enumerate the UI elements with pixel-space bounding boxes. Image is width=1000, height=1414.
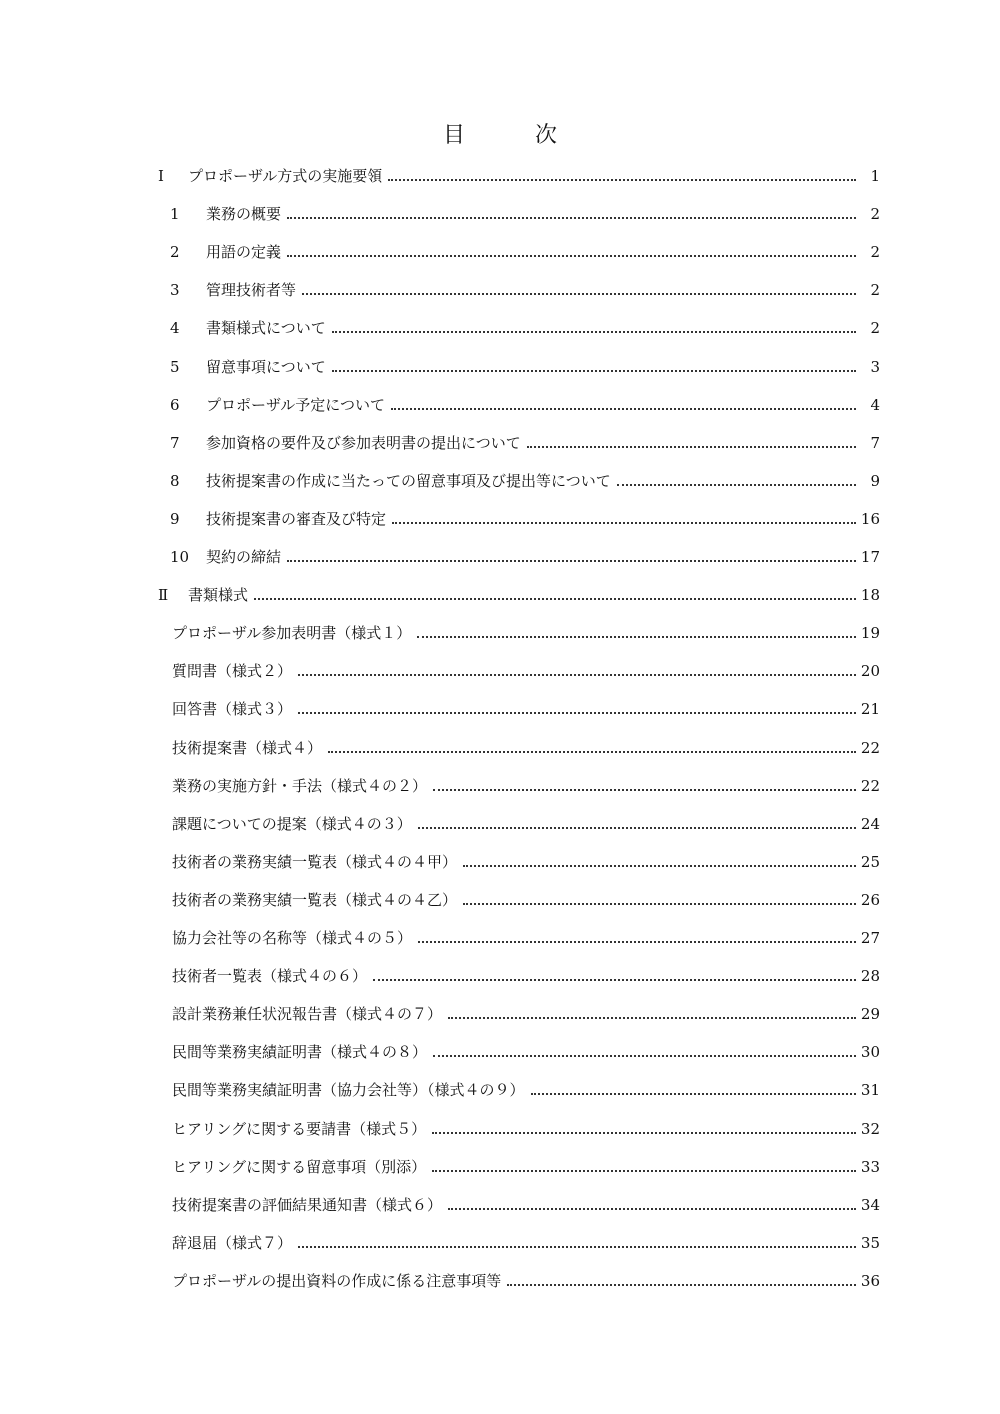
toc-page-number: 4 <box>870 396 880 414</box>
toc-row <box>0 619 880 643</box>
toc-page-number: 19 <box>860 624 880 642</box>
toc-row <box>0 1076 880 1100</box>
toc-page-number: 24 <box>860 815 880 833</box>
toc-number: 6 <box>170 396 180 414</box>
toc-entry-text: 協力会社等の名称等（様式４の５） <box>172 929 413 947</box>
toc-entry-text: プロポーザルの提出資料の作成に係る注意事項等 <box>172 1272 502 1290</box>
toc-row <box>0 772 880 796</box>
toc-leader-dots <box>527 446 856 448</box>
toc-page-number: 2 <box>870 205 880 223</box>
toc-entry-text: プロポーザル方式の実施要領 <box>188 167 383 185</box>
toc-leader-dots <box>298 674 856 676</box>
toc-page-number: 17 <box>860 548 880 566</box>
toc-row <box>0 1267 880 1291</box>
toc-row <box>0 543 880 567</box>
toc-leader-dots <box>392 522 856 524</box>
toc-row <box>0 657 880 681</box>
toc-entry-text: 参加資格の要件及び参加表明書の提出について <box>206 434 521 452</box>
toc-number: 9 <box>170 510 180 528</box>
toc-number: 1 <box>170 205 180 223</box>
toc-row <box>0 276 880 300</box>
toc-leader-dots <box>432 1170 856 1172</box>
toc-leader-dots <box>373 979 856 981</box>
toc-entry-text: 技術提案書（様式４） <box>172 739 323 757</box>
toc-page-number: 34 <box>860 1196 880 1214</box>
toc-entry-text: ヒアリングに関する留意事項（別添） <box>172 1158 427 1176</box>
toc-row <box>0 353 880 377</box>
toc-number: Ⅱ <box>158 586 169 604</box>
toc-row <box>0 238 880 262</box>
toc-leader-dots <box>328 751 856 753</box>
toc-row <box>0 200 880 224</box>
toc-entry-text: 民間等業務実績証明書（様式４の８） <box>172 1043 428 1061</box>
toc-leader-dots <box>418 941 856 943</box>
toc-entry-text: 技術提案書の審査及び特定 <box>206 510 387 528</box>
toc-number: Ⅰ <box>158 167 164 185</box>
toc-row <box>0 162 880 186</box>
toc-row <box>0 581 880 605</box>
toc-entry-text: 技術提案書の作成に当たっての留意事項及び提出等について <box>206 472 611 490</box>
toc-page-number: 2 <box>870 281 880 299</box>
toc-leader-dots <box>332 331 856 333</box>
toc-entry-text: 留意事項について <box>206 358 326 376</box>
toc-leader-dots <box>531 1093 856 1095</box>
toc-row <box>0 1153 880 1177</box>
toc-leader-dots <box>432 1132 856 1134</box>
toc-entry-text: ヒアリングに関する要請書（様式５） <box>172 1120 427 1138</box>
toc-row <box>0 1115 880 1139</box>
toc-row <box>0 924 880 948</box>
toc-number: 7 <box>170 434 180 452</box>
toc-leader-dots <box>332 370 856 372</box>
toc-page-number: 30 <box>860 1043 880 1061</box>
toc-leader-dots <box>391 408 856 410</box>
toc-page-number: 2 <box>870 319 880 337</box>
title-part-1: 目 <box>442 123 465 148</box>
toc-entry-text: 契約の締結 <box>206 548 282 566</box>
toc-number: 5 <box>170 358 180 376</box>
toc-leader-dots <box>463 903 856 905</box>
toc-entry-text: 書類様式について <box>206 319 326 337</box>
toc-leader-dots <box>463 865 856 867</box>
toc-page-number: 35 <box>860 1234 880 1252</box>
toc-page-number: 16 <box>860 510 880 528</box>
toc-row <box>0 1000 880 1024</box>
toc-leader-dots <box>388 179 856 181</box>
toc-entry-text: 用語の定義 <box>206 243 282 261</box>
toc-entry-text: 技術者一覧表（様式４の６） <box>172 967 368 985</box>
toc-entry-text: 辞退届（様式７） <box>172 1234 293 1252</box>
toc-page-number: 3 <box>870 358 880 376</box>
toc-leader-dots <box>298 712 856 714</box>
toc-row <box>0 467 880 491</box>
page-title <box>0 118 1000 149</box>
toc-number: 8 <box>170 472 180 490</box>
toc-page-number: 7 <box>870 434 880 452</box>
toc-entry-text: 回答書（様式３） <box>172 700 293 718</box>
toc-row <box>0 1191 880 1215</box>
toc-page-number: 1 <box>870 167 880 185</box>
toc-row <box>0 962 880 986</box>
toc-entry-text: 技術提案書の評価結果通知書（様式６） <box>172 1196 443 1214</box>
toc-entry-text: 質問書（様式２） <box>172 662 293 680</box>
toc-page-number: 29 <box>860 1005 880 1023</box>
toc-page-number: 22 <box>860 739 880 757</box>
toc-leader-dots <box>302 293 856 295</box>
toc-number: 4 <box>170 319 180 337</box>
toc-number: 10 <box>170 548 190 566</box>
toc-entry-text: 書類様式 <box>188 586 249 604</box>
toc-page-number: 31 <box>860 1081 880 1099</box>
toc-leader-dots <box>287 255 856 257</box>
toc-page-number: 21 <box>860 700 880 718</box>
toc-row <box>0 429 880 453</box>
toc-leader-dots <box>433 789 856 791</box>
toc-row <box>0 810 880 834</box>
toc-leader-dots <box>617 484 856 486</box>
toc-page-number: 36 <box>860 1272 880 1290</box>
toc-entry-text: 民間等業務実績証明書（協力会社等）（様式４の９） <box>172 1081 525 1099</box>
toc-page-number: 33 <box>860 1158 880 1176</box>
toc-row <box>0 695 880 719</box>
toc-entry-text: 業務の実施方針・手法（様式４の２） <box>172 777 428 795</box>
toc-page-number: 28 <box>860 967 880 985</box>
toc-leader-dots <box>433 1055 856 1057</box>
toc-row <box>0 1229 880 1253</box>
toc-entry-text: 管理技術者等 <box>206 281 297 299</box>
toc-row <box>0 734 880 758</box>
toc-row <box>0 505 880 529</box>
toc-leader-dots <box>287 560 856 562</box>
toc-page-number: 2 <box>870 243 880 261</box>
toc-page-number: 18 <box>860 586 880 604</box>
toc-page-number: 32 <box>860 1120 880 1138</box>
toc-page-number: 25 <box>860 853 880 871</box>
toc-number: 3 <box>170 281 180 299</box>
toc-leader-dots <box>298 1246 856 1248</box>
toc-leader-dots <box>287 217 856 219</box>
title-part-2: 次 <box>535 123 558 148</box>
toc-entry-text: 技術者の業務実績一覧表（様式４の４乙） <box>172 891 458 909</box>
toc-entry-text: プロポーザル参加表明書（様式１） <box>172 624 412 642</box>
toc-page-number: 22 <box>860 777 880 795</box>
toc-entry-text: 業務の概要 <box>206 205 282 223</box>
toc-page-number: 20 <box>860 662 880 680</box>
toc-entry-text: 課題についての提案（様式４の３） <box>172 815 412 833</box>
toc-leader-dots <box>448 1017 856 1019</box>
toc-page-number: 27 <box>860 929 880 947</box>
toc-row <box>0 848 880 872</box>
toc-leader-dots <box>418 827 856 829</box>
toc-row <box>0 886 880 910</box>
toc-leader-dots <box>507 1284 856 1286</box>
toc-entry-text: 技術者の業務実績一覧表（様式４の４甲） <box>172 853 458 871</box>
toc-leader-dots <box>448 1208 856 1210</box>
toc-entry-text: 設計業務兼任状況報告書（様式４の７） <box>172 1005 443 1023</box>
toc-leader-dots <box>417 636 856 638</box>
toc-entry-text: プロポーザル予定について <box>206 396 385 414</box>
toc-number: 2 <box>170 243 180 261</box>
toc-leader-dots <box>254 598 856 600</box>
toc-page-number: 26 <box>860 891 880 909</box>
toc-row <box>0 1038 880 1062</box>
toc-row <box>0 391 880 415</box>
toc-row <box>0 314 880 338</box>
toc-page-number: 9 <box>870 472 880 490</box>
